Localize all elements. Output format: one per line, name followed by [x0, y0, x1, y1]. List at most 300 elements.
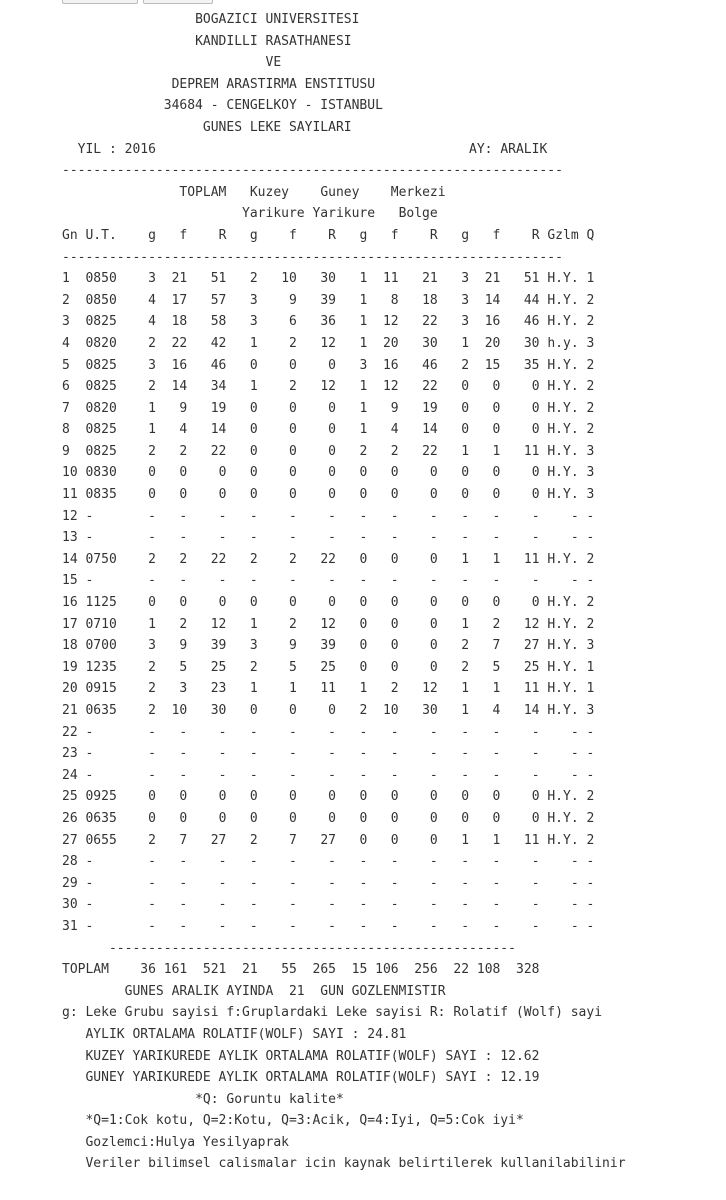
table-cell: 1 — [148, 616, 156, 632]
table-cell: 2 — [586, 379, 595, 395]
table-cell: 2 — [249, 659, 258, 675]
table-cell: 1 — [249, 379, 258, 395]
table-cell: - — [85, 854, 94, 870]
table-cell: - — [85, 918, 94, 934]
table-cell: 1 — [461, 335, 470, 351]
table-cell: - — [289, 918, 297, 934]
table-cell: 7 — [492, 638, 501, 654]
table-cell: 3 — [586, 443, 595, 459]
table-cell: - — [586, 875, 595, 891]
table-cell: - — [218, 573, 227, 589]
table-cell: - — [461, 573, 470, 589]
separator: ---------------------------------------------------------------- — [62, 163, 563, 179]
table-cell: 8 — [62, 422, 70, 438]
table-row — [62, 765, 626, 787]
table-cell: - — [461, 724, 470, 740]
table-cell: 58 — [210, 314, 227, 330]
table-cell: 4 — [179, 422, 188, 438]
table-cell: 0 — [179, 595, 188, 611]
table-row — [62, 830, 626, 852]
table-cell: g — [148, 227, 156, 243]
table-cell: 0 — [289, 422, 297, 438]
table-cell: 0 — [390, 595, 399, 611]
table-cell: 0 — [289, 400, 297, 416]
table-cell: 2 — [390, 681, 399, 697]
table-cell: - — [359, 573, 368, 589]
table-cell: - — [531, 530, 540, 546]
table-row — [62, 376, 626, 398]
table-cell: - — [429, 875, 438, 891]
table-cell: 2 — [586, 314, 595, 330]
table-cell: - — [429, 530, 438, 546]
table-cell: - — [531, 573, 540, 589]
table-cell: 0 — [179, 465, 188, 481]
table-cell: - — [359, 724, 368, 740]
footer-line — [62, 981, 626, 1003]
table-cell: - — [429, 746, 438, 762]
table-cell: 14 — [422, 422, 438, 438]
observed-days: GUNES ARALIK AYINDA 21 GUN GOZLENMISTIR — [124, 983, 446, 999]
table-cell: 4 — [390, 422, 399, 438]
table-cell: 3 — [461, 292, 470, 308]
table-cell: - — [531, 746, 540, 762]
table-cell: 2 — [586, 595, 595, 611]
table-cell: 0 — [249, 810, 258, 826]
table-cell: - — [570, 767, 579, 783]
table-cell: - — [289, 508, 297, 524]
table-cell: 0 — [390, 832, 399, 848]
table-cell: 11 — [523, 443, 540, 459]
table-cell: R — [218, 227, 227, 243]
table-cell: - — [492, 854, 501, 870]
table-cell: 0 — [359, 465, 368, 481]
table-cell: 1 — [461, 703, 470, 718]
table-cell: - — [429, 897, 438, 913]
table-cell: 3 — [359, 357, 368, 373]
table-cell: 0 — [289, 703, 297, 718]
table-row — [62, 873, 626, 895]
table-cell: - — [390, 767, 399, 783]
table-cell: 0835 — [85, 487, 117, 503]
table-cell: 27 — [210, 832, 227, 848]
table-row — [62, 570, 626, 592]
table-cell: Gzlm — [547, 227, 579, 243]
table-cell: 3 — [249, 638, 258, 654]
table-cell: 9 — [179, 400, 188, 416]
table-cell: 21 — [171, 271, 188, 287]
table-cell: 0 — [359, 487, 368, 503]
table-cell: 12 — [210, 616, 227, 632]
table-cell: - — [492, 530, 501, 546]
table-cell: - — [249, 573, 258, 589]
table-cell: 0 — [429, 638, 438, 654]
table-cell: 11 — [320, 681, 336, 697]
table-cell: 0 — [390, 659, 399, 675]
table-cell: H.Y. — [547, 379, 579, 395]
table-cell: 22 — [210, 443, 227, 459]
table-cell: 30 — [422, 335, 438, 351]
observer: Gozlemci:Hulya Yesilyaprak — [85, 1134, 289, 1150]
group-subheader: Yarikure — [242, 206, 305, 222]
table-cell: - — [570, 897, 579, 913]
table-cell: 1 — [461, 832, 470, 848]
table-cell: - — [179, 767, 188, 783]
table-cell: 0 — [492, 465, 501, 481]
table-cell: - — [461, 767, 470, 783]
quality-scale: *Q=1:Cok kotu, Q=2:Kotu, Q=3:Acik, Q=4:Iyi, Q=5:Cok iyi* — [85, 1113, 524, 1129]
table-cell: 0 — [328, 400, 336, 416]
table-cell: 1 — [62, 271, 70, 287]
table-cell: 1 — [492, 681, 501, 697]
table-cell: 0 — [531, 789, 540, 805]
table-cell: - — [359, 897, 368, 913]
table-cell: 1 — [359, 335, 368, 351]
table-cell: - — [85, 767, 94, 783]
table-cell: - — [390, 530, 399, 546]
table-cell: - — [586, 724, 595, 740]
footer-line — [62, 1110, 626, 1132]
table-cell: 1 — [148, 422, 156, 438]
table-cell: R — [531, 227, 540, 243]
table-cell: 0 — [289, 487, 297, 503]
table-cell: - — [148, 918, 156, 934]
table-cell: 30 — [523, 335, 540, 351]
table-cell: 0 — [531, 400, 540, 416]
table-cell: 2 — [148, 379, 156, 395]
table-cell: 1 — [461, 551, 470, 567]
table-cell: - — [148, 746, 156, 762]
table-cell: 14 — [523, 703, 540, 718]
table-row — [62, 419, 626, 441]
separator: ---------------------------------------------------------------- — [62, 249, 563, 265]
table-cell: 1 — [492, 443, 501, 459]
table-cell: - — [85, 875, 94, 891]
table-cell: 1 — [289, 681, 297, 697]
table-cell: - — [148, 854, 156, 870]
table-cell: 0 — [390, 487, 399, 503]
table-cell: 0 — [531, 487, 540, 503]
table-cell: 0820 — [85, 400, 117, 416]
table-cell: - — [148, 767, 156, 783]
table-cell: 0 — [461, 810, 470, 826]
table-cell: - — [289, 573, 297, 589]
table-cell: 1 — [359, 292, 368, 308]
table-cell: 0 — [359, 810, 368, 826]
table-cell: - — [390, 508, 399, 524]
table-cell: - — [570, 875, 579, 891]
table-cell: 0 — [218, 810, 227, 826]
table-cell: - — [531, 508, 540, 524]
table-cell: - — [531, 897, 540, 913]
totals-cell: 36 — [140, 962, 156, 978]
table-cell: 18 — [62, 638, 78, 654]
table-cell: 10 — [382, 703, 399, 718]
table-cell: 0 — [328, 810, 336, 826]
table-cell: 4 — [62, 335, 70, 351]
table-cell: 0 — [148, 487, 156, 503]
table-cell: 2 — [586, 810, 595, 826]
table-cell: 2 — [179, 616, 188, 632]
table-cell: 9 — [179, 638, 188, 654]
table-cell: 7 — [62, 400, 70, 416]
table-cell: - — [85, 724, 94, 740]
table-cell: - — [179, 746, 188, 762]
table-cell: 2 — [148, 551, 156, 567]
table-cell: 21 — [62, 703, 78, 718]
table-cell: - — [85, 508, 94, 524]
table-cell: 25 — [62, 789, 78, 805]
table-cell: 17 — [62, 616, 78, 632]
table-cell: 28 — [62, 854, 78, 870]
table-cell: 14 — [62, 551, 78, 567]
table-cell: 3 — [586, 703, 595, 718]
table-cell: 1 — [359, 400, 368, 416]
header-title-line: 34684 - CENGELKOY - ISTANBUL — [163, 98, 383, 114]
table-cell: - — [586, 746, 595, 762]
table-cell: 1 — [461, 616, 470, 632]
table-cell: - — [461, 746, 470, 762]
table-cell: 1 — [586, 681, 595, 697]
table-cell: 15 — [484, 357, 501, 373]
table-cell: 1 — [461, 681, 470, 697]
table-cell: - — [328, 573, 336, 589]
table-cell: H.Y. — [547, 292, 579, 308]
footer-line — [62, 1132, 626, 1154]
group-header-row — [62, 182, 626, 204]
header-line — [62, 95, 626, 117]
table-cell: H.Y. — [547, 595, 579, 611]
totals-cell: 15 — [351, 962, 368, 978]
table-row — [62, 527, 626, 549]
table-cell: - — [328, 746, 336, 762]
table-cell: 0 — [492, 810, 501, 826]
table-row — [62, 549, 626, 571]
table-cell: - — [531, 854, 540, 870]
table-cell: - — [249, 918, 258, 934]
table-cell: 6 — [289, 314, 297, 330]
table-cell: 0 — [218, 487, 227, 503]
table-cell: 0 — [218, 789, 227, 805]
monthly-mean: AYLIK ORTALAMA ROLATIF(WOLF) SAYI : 24.81 — [85, 1026, 407, 1042]
table-row — [62, 678, 626, 700]
table-cell: - — [328, 767, 336, 783]
table-cell: - — [328, 897, 336, 913]
table-cell: 31 — [62, 918, 78, 934]
table-cell: - — [249, 767, 258, 783]
table-cell: - — [148, 724, 156, 740]
table-cell: 2 — [586, 292, 595, 308]
group-subheader: Yarikure — [312, 206, 376, 222]
table-cell: - — [218, 918, 227, 934]
table-cell: H.Y. — [547, 551, 579, 567]
table-cell: 12 — [382, 314, 399, 330]
table-cell: 0 — [359, 595, 368, 611]
table-cell: - — [328, 724, 336, 740]
table-cell: 1 — [148, 400, 156, 416]
table-cell: 1 — [359, 314, 368, 330]
table-cell: - — [390, 573, 399, 589]
table-cell: - — [328, 875, 336, 891]
table-row — [62, 290, 626, 312]
toolbar-button-left[interactable] — [62, 0, 138, 4]
header-title-line: DEPREM ARASTIRMA ENSTITUSU — [171, 76, 376, 92]
table-cell: 23 — [62, 746, 78, 762]
table-cell: - — [570, 508, 579, 524]
table-cell: - — [492, 875, 501, 891]
table-cell: 2 — [62, 292, 70, 308]
totals-cell: 265 — [312, 962, 336, 978]
table-cell: H.Y. — [547, 400, 579, 416]
totals-cell: 256 — [414, 962, 438, 978]
table-cell: - — [531, 918, 540, 934]
table-cell: 1 — [249, 616, 258, 632]
table-cell: 12 — [382, 379, 399, 395]
table-cell: - — [461, 508, 470, 524]
totals-cell: 161 — [163, 962, 188, 978]
table-cell: 0850 — [85, 292, 117, 308]
table-cell: 25 — [320, 659, 336, 675]
table-cell: 1 — [359, 422, 368, 438]
table-cell: 2 — [249, 551, 258, 567]
table-cell: 22 — [320, 551, 336, 567]
totals-label: TOPLAM — [62, 962, 109, 978]
table-cell: 0 — [390, 616, 399, 632]
table-cell: - — [390, 875, 399, 891]
table-cell: 1 — [461, 443, 470, 459]
table-cell: 2 — [249, 832, 258, 848]
footer-line — [62, 1024, 626, 1046]
table-cell: 0 — [249, 357, 258, 373]
table-cell: 0 — [249, 789, 258, 805]
table-cell: - — [531, 767, 540, 783]
table-cell: - — [148, 875, 156, 891]
table-cell: 46 — [210, 357, 227, 373]
table-cell: 9 — [62, 443, 70, 459]
table-cell: 3 — [586, 638, 595, 654]
table-cell: 0 — [461, 400, 470, 416]
table-cell: 2 — [249, 271, 258, 287]
table-cell: - — [179, 724, 188, 740]
table-cell: - — [359, 767, 368, 783]
table-cell: 0 — [249, 703, 258, 718]
table-cell: 22 — [422, 314, 438, 330]
table-cell: 3 — [148, 357, 156, 373]
table-cell: 0825 — [85, 443, 117, 459]
table-cell: 3 — [249, 314, 258, 330]
table-row — [62, 355, 626, 377]
table-cell: - — [586, 508, 595, 524]
south-mean: GUNEY YARIKUREDE AYLIK ORTALAMA ROLATIF(WOLF) SAYI : 12.19 — [85, 1070, 540, 1086]
table-cell: 2 — [289, 335, 297, 351]
table-cell: 16 — [382, 357, 399, 373]
table-cell: 10 — [281, 271, 297, 287]
table-cell: 0 — [148, 789, 156, 805]
table-cell: R — [429, 227, 438, 243]
table-cell: - — [218, 854, 227, 870]
table-cell: 3 — [586, 465, 595, 481]
table-cell: 0915 — [85, 681, 117, 697]
table-cell: 2 — [586, 789, 595, 805]
table-cell: 4 — [492, 703, 501, 718]
table-cell: - — [249, 875, 258, 891]
table-row — [62, 311, 626, 333]
table-cell: 1 — [249, 681, 258, 697]
table-cell: 14 — [210, 422, 227, 438]
table-cell: f — [492, 227, 501, 243]
table-cell: f — [179, 227, 188, 243]
table-cell: 22 — [422, 379, 438, 395]
table-cell: 15 — [62, 573, 78, 589]
table-row — [62, 441, 626, 463]
table-cell: - — [586, 854, 595, 870]
table-cell: - — [218, 746, 227, 762]
group-header: TOPLAM — [179, 184, 227, 200]
period-line — [62, 139, 626, 161]
table-cell: 0 — [531, 595, 540, 611]
table-cell: - — [531, 724, 540, 740]
table-cell: 51 — [523, 271, 540, 287]
table-cell: 0 — [328, 465, 336, 481]
table-cell: - — [148, 530, 156, 546]
table-cell: 16 — [171, 357, 188, 373]
table-cell: - — [492, 918, 501, 934]
table-cell: 0 — [461, 465, 470, 481]
table-cell: 17 — [171, 292, 188, 308]
table-cell: 0 — [289, 443, 297, 459]
table-cell: 3 — [461, 314, 470, 330]
table-cell: - — [218, 897, 227, 913]
table-cell: - — [179, 508, 188, 524]
table-cell: 3 — [148, 271, 156, 287]
table-cell: H.Y. — [547, 443, 579, 459]
table-cell: - — [179, 897, 188, 913]
table-cell: - — [328, 530, 336, 546]
table-cell: - — [359, 918, 368, 934]
table-cell: - — [328, 508, 336, 524]
table-cell: 0 — [328, 595, 336, 611]
table-cell: 14 — [484, 292, 501, 308]
table-cell: 0 — [359, 659, 368, 675]
north-mean: KUZEY YARIKUREDE AYLIK ORTALAMA ROLATIF(WOLF) SAYI : 12.62 — [85, 1048, 540, 1064]
table-cell: 7 — [179, 832, 188, 848]
table-cell: 6 — [62, 379, 70, 395]
table-row — [62, 506, 626, 528]
table-cell: 30 — [320, 271, 336, 287]
table-cell: 20 — [382, 335, 399, 351]
table-cell: - — [570, 724, 579, 740]
table-cell: - — [148, 508, 156, 524]
table-cell: 36 — [320, 314, 336, 330]
table-cell: - — [289, 767, 297, 783]
table-cell: - — [570, 918, 579, 934]
table-cell: 0825 — [85, 357, 117, 373]
table-cell: - — [492, 767, 501, 783]
table-cell: 42 — [210, 335, 227, 351]
table-cell: 2 — [179, 443, 188, 459]
table-cell: - — [289, 724, 297, 740]
table-cell: 0 — [429, 832, 438, 848]
table-cell: 2 — [289, 379, 297, 395]
table-cell: - — [461, 918, 470, 934]
table-cell: 25 — [210, 659, 227, 675]
header-line — [62, 52, 626, 74]
totals-cell: 108 — [476, 962, 501, 978]
table-cell: 1125 — [85, 595, 117, 611]
table-cell: 5 — [289, 659, 297, 675]
table-cell: H.Y. — [547, 357, 579, 373]
toolbar-button-right[interactable] — [143, 0, 213, 4]
table-cell: 0 — [328, 487, 336, 503]
